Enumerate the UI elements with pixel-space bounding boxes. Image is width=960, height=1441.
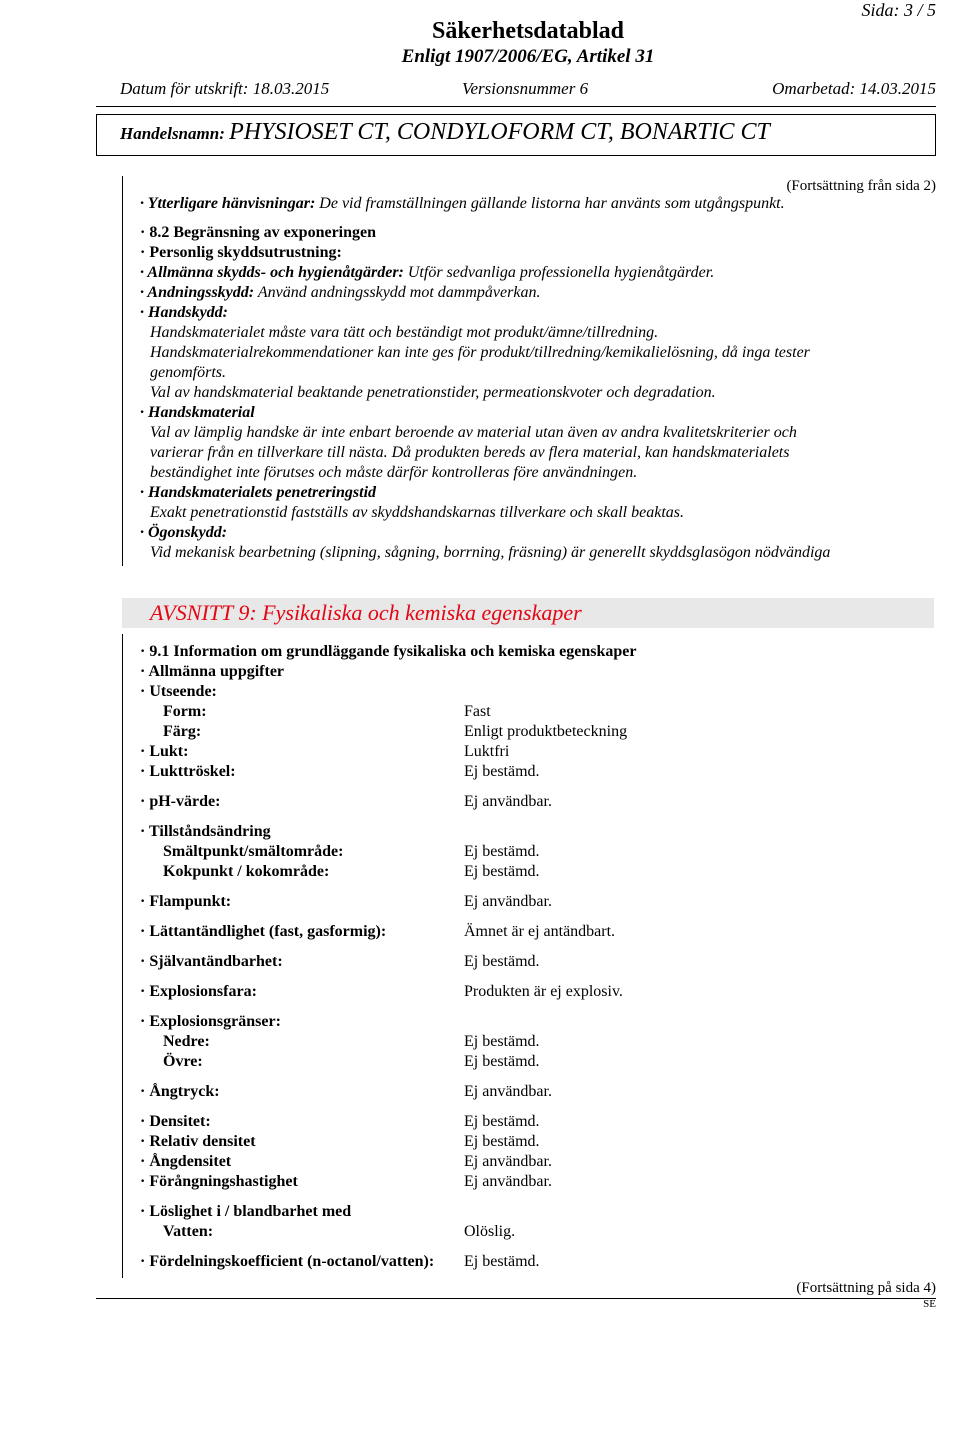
hand-text-2a: Handskmaterialrekommendationer kan inte ges för produkt/tillredning/kemikalielösning, då inga tester: [150, 344, 810, 361]
form-label: Form:: [163, 703, 207, 720]
general-info: · Allmänna uppgifter: [140, 663, 285, 680]
lower-limit-label: Nedre:: [163, 1033, 210, 1050]
relative-density-value: Ej bestämd.: [464, 1133, 540, 1150]
heading-8-2: · 8.2 Begränsning av exponeringen: [140, 224, 377, 241]
autoignition-value: Ej bestämd.: [464, 953, 540, 970]
explosion-limits-label: · Explosionsgränser:: [140, 1013, 281, 1030]
respiratory-label: · Andningsskydd:: [140, 284, 255, 301]
document-subtitle: Enligt 1907/2006/EG, Artikel 31: [401, 46, 655, 67]
water-value: Olöslig.: [464, 1223, 516, 1240]
hand-text-2b: genomförts.: [150, 364, 226, 381]
odor-threshold-label: · Lukttröskel:: [140, 763, 236, 780]
heading-9-1: · 9.1 Information om grundläggande fysikaliska och kemiska egenskaper: [140, 643, 637, 660]
solubility-label: · Löslighet i / blandbarhet med: [140, 1203, 352, 1220]
further-references: [140, 194, 785, 214]
vapour-density-value: Ej användbar.: [464, 1153, 552, 1170]
version-number: Versionsnummer 6: [462, 79, 589, 98]
hygiene-line: [140, 263, 714, 283]
flammability-value: Ämnet är ej antändbart.: [464, 923, 616, 940]
explosive-value: Produkten är ej explosiv.: [464, 983, 623, 1000]
section8-sidebar: [122, 176, 123, 566]
respiratory-text: Använd andningsskydd mot dammpåverkan.: [254, 284, 541, 301]
penetration-text: Exakt penetrationstid fastställs av skyddshandskarnas tillverkare och skall beaktas.: [150, 504, 684, 521]
document-title: Säkerhetsdatablad: [431, 18, 625, 44]
glove-material-label: · Handskmaterial: [140, 404, 255, 421]
state-change-label: · Tillståndsändring: [140, 823, 271, 840]
flash-point-value: Ej användbar.: [464, 893, 552, 910]
partition-coefficient-label: · Fördelningskoefficient (n-octanol/vatten):: [140, 1253, 435, 1270]
vapour-density-label: · Ångdensitet: [140, 1153, 232, 1170]
melting-label: Smältpunkt/smältområde:: [163, 843, 344, 860]
page-number: Sida: 3 / 5: [861, 0, 936, 20]
language-code: SE: [923, 1298, 936, 1310]
appearance-label: · Utseende:: [140, 683, 217, 700]
ph-label: · pH-värde:: [140, 793, 221, 810]
section9-title: AVSNITT 9: Fysikaliska och kemiska egenskaper: [150, 600, 582, 625]
penetration-label: · Handskmaterialets penetreringstid: [140, 484, 377, 501]
print-date: Datum för utskrift: 18.03.2015: [120, 79, 330, 98]
partition-coefficient-value: Ej bestämd.: [464, 1253, 540, 1270]
boiling-label: Kokpunkt / kokområde:: [163, 863, 330, 880]
hand-text-3: Val av handskmaterial beaktande penetrationstider, permeationskvoter och degradation.: [150, 384, 716, 401]
odor-value: Luktfri: [464, 743, 510, 760]
eye-protection-text: Vid mekanisk bearbetning (slipning, sågning, borrning, fräsning) är generellt skyddsglasögon nödvändiga: [150, 544, 831, 561]
lower-limit-value: Ej bestämd.: [464, 1033, 540, 1050]
evaporation-rate-value: Ej användbar.: [464, 1173, 552, 1190]
odor-threshold-value: Ej bestämd.: [464, 763, 540, 780]
trade-name: PHYSIOSET CT, CONDYLOFORM CT, BONARTIC CT: [229, 119, 770, 145]
header-rule: [96, 106, 936, 107]
density-label: · Densitet:: [140, 1113, 211, 1130]
footer-rule: [96, 1298, 936, 1299]
upper-limit-label: Övre:: [163, 1053, 203, 1070]
upper-limit-value: Ej bestämd.: [464, 1053, 540, 1070]
vapour-pressure-value: Ej användbar.: [464, 1083, 552, 1100]
further-references-text: De vid framställningen gällande listorna har använts som utgångspunkt.: [315, 195, 785, 212]
water-label: Vatten:: [163, 1223, 214, 1240]
glove-material-2: varierar från en tillverkare till nästa. Då produkten bereds av flera material, kan handskmaterialets: [150, 444, 790, 461]
trade-name-line: [120, 119, 770, 146]
continued-to: (Fortsättning på sida 4): [796, 1280, 936, 1296]
continued-from: (Fortsättning från sida 2): [786, 178, 936, 194]
further-references-label: · Ytterligare hänvisningar:: [140, 195, 316, 212]
color-label: Färg:: [163, 723, 202, 740]
hygiene-label: · Allmänna skydds- och hygienåtgärder:: [140, 264, 404, 281]
melting-value: Ej bestämd.: [464, 843, 540, 860]
hand-protection-label: · Handskydd:: [140, 304, 228, 321]
vapour-pressure-label: · Ångtryck:: [140, 1083, 220, 1100]
autoignition-label: · Självantändbarhet:: [140, 953, 283, 970]
explosive-label: · Explosionsfara:: [140, 983, 257, 1000]
eye-protection-label: · Ögonskydd:: [140, 524, 228, 541]
revision-date: Omarbetad: 14.03.2015: [772, 79, 936, 98]
hand-text-1: Handskmaterialet måste vara tätt och beständigt mot produkt/ämne/tillredning.: [150, 324, 659, 341]
hygiene-text: Utför sedvanliga professionella hygienåtgärder.: [403, 264, 715, 281]
glove-material-3: beständighet inte förutses och måste därför kontrolleras före användningen.: [150, 464, 638, 481]
color-value: Enligt produktbeteckning: [464, 723, 628, 740]
respiratory-line: [140, 283, 540, 303]
glove-material-1: Val av lämplig handske är inte enbart beroende av material utan även av andra kvalitetskriterier och: [150, 424, 797, 441]
ph-value: Ej användbar.: [464, 793, 552, 810]
section9-sidebar: [122, 634, 123, 1278]
trade-name-label: Handelsnamn:: [120, 124, 230, 143]
boiling-value: Ej bestämd.: [464, 863, 540, 880]
form-value: Fast: [464, 703, 491, 720]
evaporation-rate-label: · Förångningshastighet: [140, 1173, 298, 1190]
odor-label: · Lukt:: [140, 743, 189, 760]
density-value: Ej bestämd.: [464, 1113, 540, 1130]
ppe-heading: · Personlig skyddsutrustning:: [140, 244, 342, 261]
relative-density-label: · Relativ densitet: [140, 1133, 256, 1150]
flammability-label: · Lättantändlighet (fast, gasformig):: [140, 923, 387, 940]
flash-point-label: · Flampunkt:: [140, 893, 232, 910]
